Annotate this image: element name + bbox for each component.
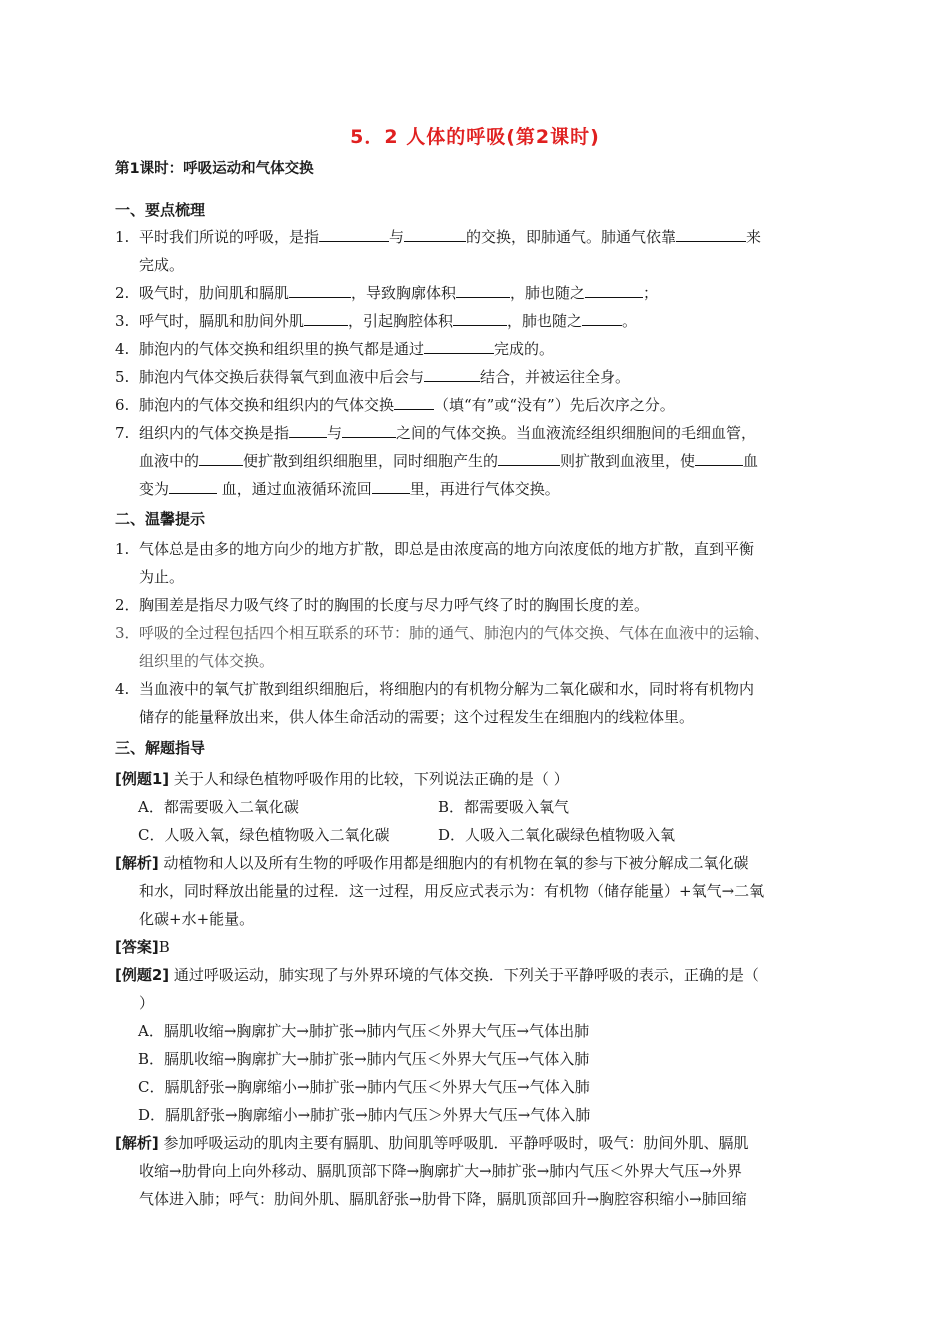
point-text: ，肺也随之 — [507, 312, 583, 330]
fill-blank[interactable] — [498, 448, 560, 466]
fill-blank[interactable] — [676, 224, 746, 242]
fill-blank[interactable] — [404, 224, 466, 242]
point-text: ； — [643, 284, 659, 302]
fill-blank[interactable] — [169, 476, 217, 494]
point-text: 血 — [743, 452, 759, 470]
point-number: 6. — [115, 396, 130, 414]
point-text: ，导致胸廓体积 — [351, 284, 457, 302]
tip-number: 4. — [115, 680, 130, 698]
point-text: 血液中的 — [139, 452, 200, 470]
point-text: 的交换，即肺通气。肺通气依靠 — [466, 228, 677, 246]
example-1-option-b: B．都需要吸入氧气 — [438, 798, 570, 816]
tip-text-continued: 组织里的气体交换。 — [139, 652, 275, 670]
point-text: 与 — [327, 424, 343, 442]
section-heading-tips: 二、温馨提示 — [115, 510, 206, 528]
example-question-text: 通过呼吸运动，肺实现了与外界环境的气体交换．下列关于平静呼吸的表示，正确的是（ — [169, 966, 759, 984]
fill-blank[interactable] — [394, 392, 434, 410]
point-text: 结合，并被运往全身。 — [480, 368, 631, 386]
point-7 — [115, 419, 840, 503]
point-text: 肺泡内的气体交换和组织里的换气都是通过 — [139, 340, 425, 358]
point-text-continued — [115, 475, 840, 503]
tip-text-continued: 为止。 — [139, 568, 185, 586]
answer-label: [答案] — [115, 938, 159, 956]
tip-text: 呼吸的全过程包括四个相互联系的环节：肺的通气、肺泡内的气体交换、气体在血液中的运输、 — [139, 624, 770, 642]
point-4 — [115, 335, 840, 363]
tip-number: 1. — [115, 540, 130, 558]
example-question-text: 关于人和绿色植物呼吸作用的比较，下列说法正确的是（ ） — [169, 770, 569, 788]
point-text: 之间的气体交换。当血液流经组织细胞间的毛细血管， — [396, 424, 757, 442]
tip-1 — [115, 535, 840, 591]
point-text: 血，通过血液循环流回 — [217, 480, 372, 498]
fill-blank[interactable] — [424, 336, 494, 354]
fill-blank[interactable] — [199, 448, 243, 466]
lesson-subtitle: 第1课时：呼吸运动和气体交换 — [115, 161, 314, 177]
fill-blank[interactable] — [695, 448, 743, 466]
analysis-label: [解析] — [115, 854, 159, 872]
point-text: 来 — [746, 228, 762, 246]
point-text: 呼气时，膈肌和肋间外肌 — [139, 312, 305, 330]
example-1-analysis — [115, 849, 840, 933]
example-1-option-d: D．人吸入二氧化碳绿色植物吸入氧 — [438, 826, 676, 844]
point-number: 5. — [115, 368, 130, 386]
point-5 — [115, 363, 840, 391]
fill-blank[interactable] — [319, 224, 389, 242]
example-1-answer — [115, 933, 840, 961]
analysis-text: 动植物和人以及所有生物的呼吸作用都是细胞内的有机物在氧的参与下被分解成二氧化碳 — [158, 854, 749, 872]
analysis-label: [解析] — [115, 1134, 159, 1152]
fill-blank[interactable] — [342, 420, 396, 438]
tip-number: 3． — [115, 624, 140, 642]
point-text: 完成的。 — [494, 340, 555, 358]
point-text: 则扩散到血液里，使 — [560, 452, 696, 470]
point-text: 肺泡内气体交换后获得氧气到血液中后会与 — [139, 368, 425, 386]
point-text: 里，再进行气体交换。 — [409, 480, 560, 498]
tip-4 — [115, 675, 840, 731]
point-text: 平时我们所说的呼吸，是指 — [139, 228, 320, 246]
point-number: 1. — [115, 228, 130, 246]
tip-text: 胸围差是指尽力吸气终了时的胸围的长度与尽力呼气终了时的胸围长度的差。 — [139, 596, 650, 614]
fill-blank[interactable] — [424, 364, 480, 382]
analysis-text-continued: 化碳+水+能量。 — [139, 910, 255, 928]
point-1 — [115, 223, 840, 279]
point-number: 3. — [115, 312, 130, 330]
fill-blank[interactable] — [304, 308, 348, 326]
fill-blank[interactable] — [453, 308, 507, 326]
fill-blank[interactable] — [585, 280, 643, 298]
fill-blank[interactable] — [456, 280, 510, 298]
point-number: 4. — [115, 340, 130, 358]
point-text-continued — [115, 447, 840, 475]
example-2-option-c: C．膈肌舒张→胸廓缩小→肺扩张→肺内气压＜外界大气压→气体入肺 — [138, 1078, 590, 1096]
section-heading-key-points: 一、要点梳理 — [115, 201, 206, 219]
point-6 — [115, 391, 840, 419]
point-text: 变为 — [139, 480, 170, 498]
point-text: 肺泡内的气体交换和组织内的气体交换 — [139, 396, 395, 414]
example-1-option-c: C．人吸入氧，绿色植物吸入二氧化碳 — [138, 826, 390, 844]
point-text: 组织内的气体交换是指 — [139, 424, 290, 442]
point-text: ，引起胸腔体积 — [348, 312, 454, 330]
point-text: 吸气时，肋间肌和膈肌 — [139, 284, 290, 302]
example-1-option-a: A．都需要吸入二氧化碳 — [138, 798, 299, 816]
fill-blank[interactable] — [289, 420, 327, 438]
tip-text: 当血液中的氧气扩散到组织细胞后，将细胞内的有机物分解为二氧化碳和水，同时将有机物内 — [139, 680, 755, 698]
example-label: [例题2] — [115, 966, 170, 984]
point-number: 7. — [115, 424, 130, 442]
analysis-text-continued: 和水，同时释放出能量的过程．这一过程，用反应式表示为：有机物（储存能量）+氧气→二氧 — [139, 882, 765, 900]
point-text: 便扩散到组织细胞里，同时细胞产生的 — [243, 452, 499, 470]
tip-text-continued: 储存的能量释放出来，供人体生命活动的需要；这个过程发生在细胞内的线粒体里。 — [139, 708, 695, 726]
tip-text: 气体总是由多的地方向少的地方扩散，即总是由浓度高的地方向浓度低的地方扩散，直到平衡 — [139, 540, 755, 558]
answer-value: B — [158, 938, 170, 956]
tip-2 — [115, 591, 840, 619]
point-text: ，肺也随之 — [510, 284, 586, 302]
example-2-analysis — [115, 1129, 840, 1213]
fill-blank[interactable] — [582, 308, 622, 326]
point-text-continued: 完成。 — [139, 256, 185, 274]
point-2 — [115, 279, 840, 307]
point-number: 2. — [115, 284, 130, 302]
example-label: [例题1] — [115, 770, 170, 788]
point-3 — [115, 307, 840, 335]
page-title: 5．2 人体的呼吸(第2课时) — [350, 126, 600, 148]
analysis-text-continued: 收缩→肋骨向上向外移动、膈肌顶部下降→胸廓扩大→肺扩张→肺内气压＜外界大气压→外界 — [139, 1162, 742, 1180]
section-heading-solution-guide: 三、解题指导 — [115, 739, 206, 757]
tip-number: 2． — [115, 596, 140, 614]
fill-blank[interactable] — [372, 476, 410, 494]
analysis-text: 参加呼吸运动的肌肉主要有膈肌、肋间肌等呼吸肌．平静呼吸时，吸气：肋间外肌、膈肌 — [158, 1134, 749, 1152]
fill-blank[interactable] — [289, 280, 351, 298]
tip-3 — [115, 619, 840, 675]
point-text: （填“有”或“没有”）先后次序之分。 — [434, 396, 675, 414]
analysis-text-continued: 气体进入肺；呼气：肋间外肌、膈肌舒张→肋骨下降，膈肌顶部回升→胸腔容积缩小→肺回缩 — [139, 1190, 747, 1208]
example-2-option-d: D．膈肌舒张→胸廓缩小→肺扩张→肺内气压＞外界大气压→气体入肺 — [138, 1106, 591, 1124]
point-text: 。 — [622, 312, 638, 330]
example-1-question — [115, 765, 840, 793]
example-question-continued: ） — [139, 994, 155, 1012]
point-text: 与 — [389, 228, 405, 246]
example-2-option-a: A．膈肌收缩→胸廓扩大→肺扩张→肺内气压＜外界大气压→气体出肺 — [138, 1022, 590, 1040]
example-2-option-b: B．膈肌收缩→胸廓扩大→肺扩张→肺内气压＜外界大气压→气体入肺 — [138, 1050, 590, 1068]
example-2-question — [115, 961, 840, 1017]
